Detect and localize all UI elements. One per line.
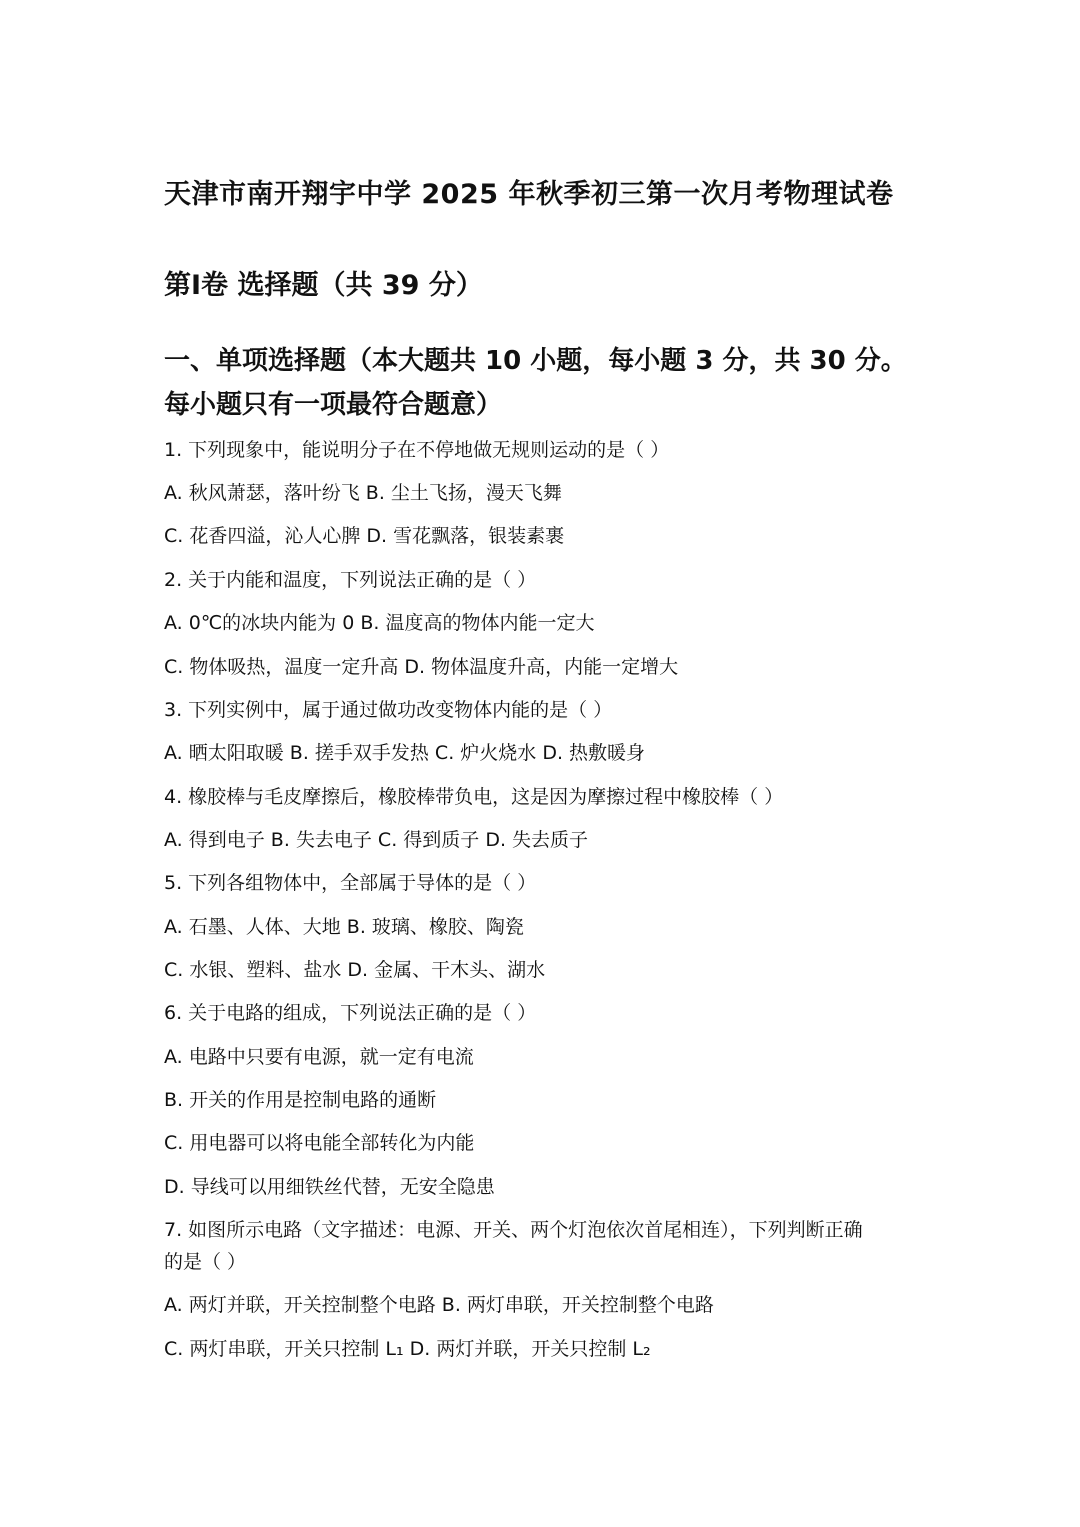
question-7-options-ab: A. 两灯并联，开关控制整个电路 B. 两灯串联，开关控制整个电路 [164,1294,714,1316]
question-5-stem: 5. 下列各组物体中，全部属于导体的是（ ） [164,872,537,894]
question-4-options: A. 得到电子 B. 失去电子 C. 得到质子 D. 失去质子 [164,829,589,851]
question-5-options-cd: C. 水银、塑料、盐水 D. 金属、干木头、湖水 [164,959,546,981]
exam-title: 天津市南开翔宇中学 2025 年秋季初三第一次月考物理试卷 [164,179,894,210]
question-7-stem-line-1: 7. 如图所示电路（文字描述：电源、开关、两个灯泡依次首尾相连），下列判断正确 [164,1219,863,1241]
question-6-option-a: A. 电路中只要有电源，就一定有电流 [164,1046,474,1068]
question-7-stem-line-2: 的是（ ） [164,1251,247,1273]
question-5-options-ab: A. 石墨、人体、大地 B. 玻璃、橡胶、陶瓷 [164,916,524,938]
question-4-stem: 4. 橡胶棒与毛皮摩擦后，橡胶棒带负电，这是因为摩擦过程中橡胶棒（ ） [164,786,784,808]
question-2-options-cd: C. 物体吸热，温度一定升高 D. 物体温度升高，内能一定增大 [164,656,679,678]
question-3-stem: 3. 下列实例中，属于通过做功改变物体内能的是（ ） [164,699,613,721]
question-1-options-cd: C. 花香四溢，沁人心脾 D. 雪花飘落，银装素裹 [164,525,565,547]
question-3-options: A. 晒太阳取暖 B. 搓手双手发热 C. 炉火烧水 D. 热敷暖身 [164,742,646,764]
question-2-stem: 2. 关于内能和温度，下列说法正确的是（ ） [164,569,537,591]
question-2-options-ab: A. 0℃的冰块内能为 0 B. 温度高的物体内能一定大 [164,612,595,634]
part-heading-line-1: 一、单项选择题（本大题共 10 小题，每小题 3 分，共 30 分。 [164,346,907,376]
question-1-options-ab: A. 秋风萧瑟，落叶纷飞 B. 尘土飞扬，漫天飞舞 [164,482,562,504]
question-6-option-d: D. 导线可以用细铁丝代替，无安全隐患 [164,1176,495,1198]
question-6-option-c: C. 用电器可以将电能全部转化为内能 [164,1132,475,1154]
section-title: 第Ⅰ卷 选择题（共 39 分） [164,270,483,301]
question-6-stem: 6. 关于电路的组成，下列说法正确的是（ ） [164,1002,537,1024]
question-7-options-cd: C. 两灯串联，开关只控制 L₁ D. 两灯并联，开关只控制 L₂ [164,1338,651,1360]
part-heading-line-2: 每小题只有一项最符合题意） [164,390,503,420]
question-6-option-b: B. 开关的作用是控制电路的通断 [164,1089,437,1111]
question-1-stem: 1. 下列现象中，能说明分子在不停地做无规则运动的是（ ） [164,439,670,461]
